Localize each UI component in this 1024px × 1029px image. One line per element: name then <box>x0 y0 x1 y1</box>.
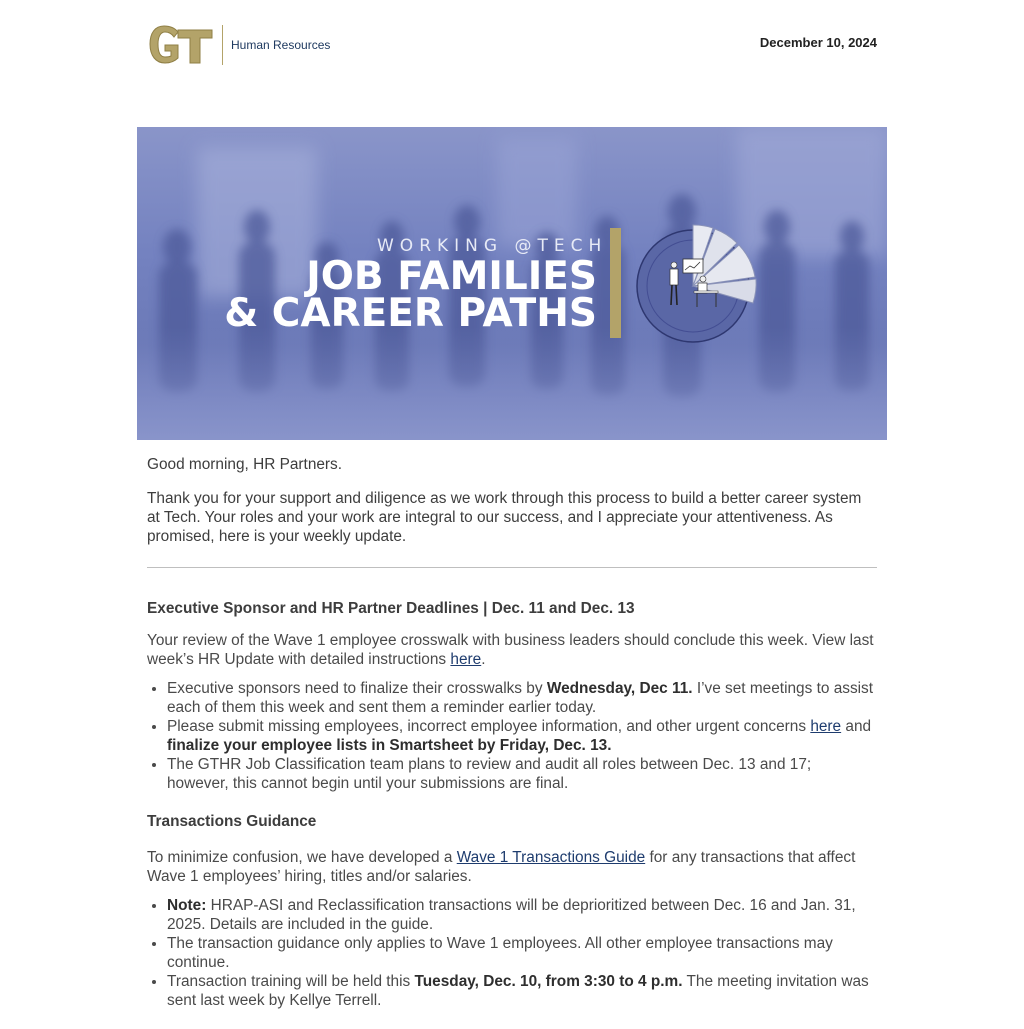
transactions-list <box>147 896 877 1010</box>
email-header <box>0 0 1024 127</box>
hero-eyebrow: WORKING @TECH <box>377 236 608 256</box>
hero-title <box>224 254 597 336</box>
logo-divider <box>222 25 223 65</box>
list-item: • The GTHR Job Classification team plans to review and audit all roles between Dec. 13 and 17; however, this cannot begin until your submissions are final. <box>167 755 877 793</box>
transactions-guide-link[interactable]: Wave 1 Transactions Guide <box>456 849 646 866</box>
career-graphic-icon <box>631 221 771 345</box>
logo-text: Human Resources <box>231 38 331 52</box>
gt-logo-icon <box>148 24 214 66</box>
deadlines-paragraph: Your review of the Wave 1 employee crosswalk with business leaders should conclude this week. View last week’s HR Update with detailed instructions here. <box>147 632 874 668</box>
list-item: • Note: HRAP-ASI and Reclassification transactions will be deprioritized between Dec. 16 and Jan. 31, 2025. Details are included in the guide. <box>167 896 877 934</box>
list-item: • Please submit missing employees, incorrect employee information, and other urgent concerns here and finalize your employee lists in Smartsheet by Friday, Dec. 13. <box>167 717 877 755</box>
list-item: • Transaction training will be held this Tuesday, Dec. 10, from 3:30 to 4 p.m. The meeting invitation was sent last week by Kellye Terrell. <box>167 972 877 1010</box>
intro-paragraph: Thank you for your support and diligence as we work through this process to build a better career system at Tech. Your roles and your work are integral to our success, and I appreciate your attentiveness. As promised, here is your weekly update. <box>147 490 862 545</box>
list-item: • Executive sponsors need to finalize their crosswalks by Wednesday, Dec 11. I’ve set meetings to assist each of them this week and sent them a reminder earlier today. <box>167 679 877 717</box>
hero-title-line-2: & CAREER PATHS <box>224 291 597 336</box>
hr-update-link[interactable]: here <box>450 651 482 668</box>
hero-title-line-1: JOB FAMILIES <box>306 254 597 299</box>
transactions-paragraph: To minimize confusion, we have developed a Wave 1 Transactions Guide for any transactions that affect Wave 1 employees’ hiring, titles and/or salaries. <box>147 849 856 885</box>
email-body <box>147 455 877 1029</box>
section-heading-transactions: Transactions Guidance <box>147 813 317 830</box>
section-divider <box>147 567 877 568</box>
deadlines-list <box>147 679 877 793</box>
submit-concerns-link[interactable]: here <box>810 718 842 735</box>
list-item: • The transaction guidance only applies to Wave 1 employees. All other employee transactions may continue. <box>167 934 877 972</box>
hero-banner <box>137 127 887 440</box>
gt-hr-logo[interactable] <box>148 24 330 66</box>
greeting: Good morning, HR Partners. <box>147 456 343 473</box>
section-heading-deadlines: Executive Sponsor and HR Partner Deadlines | Dec. 11 and Dec. 13 <box>147 600 635 617</box>
hero-gold-bar <box>610 228 621 338</box>
email-date: December 10, 2024 <box>759 35 877 50</box>
